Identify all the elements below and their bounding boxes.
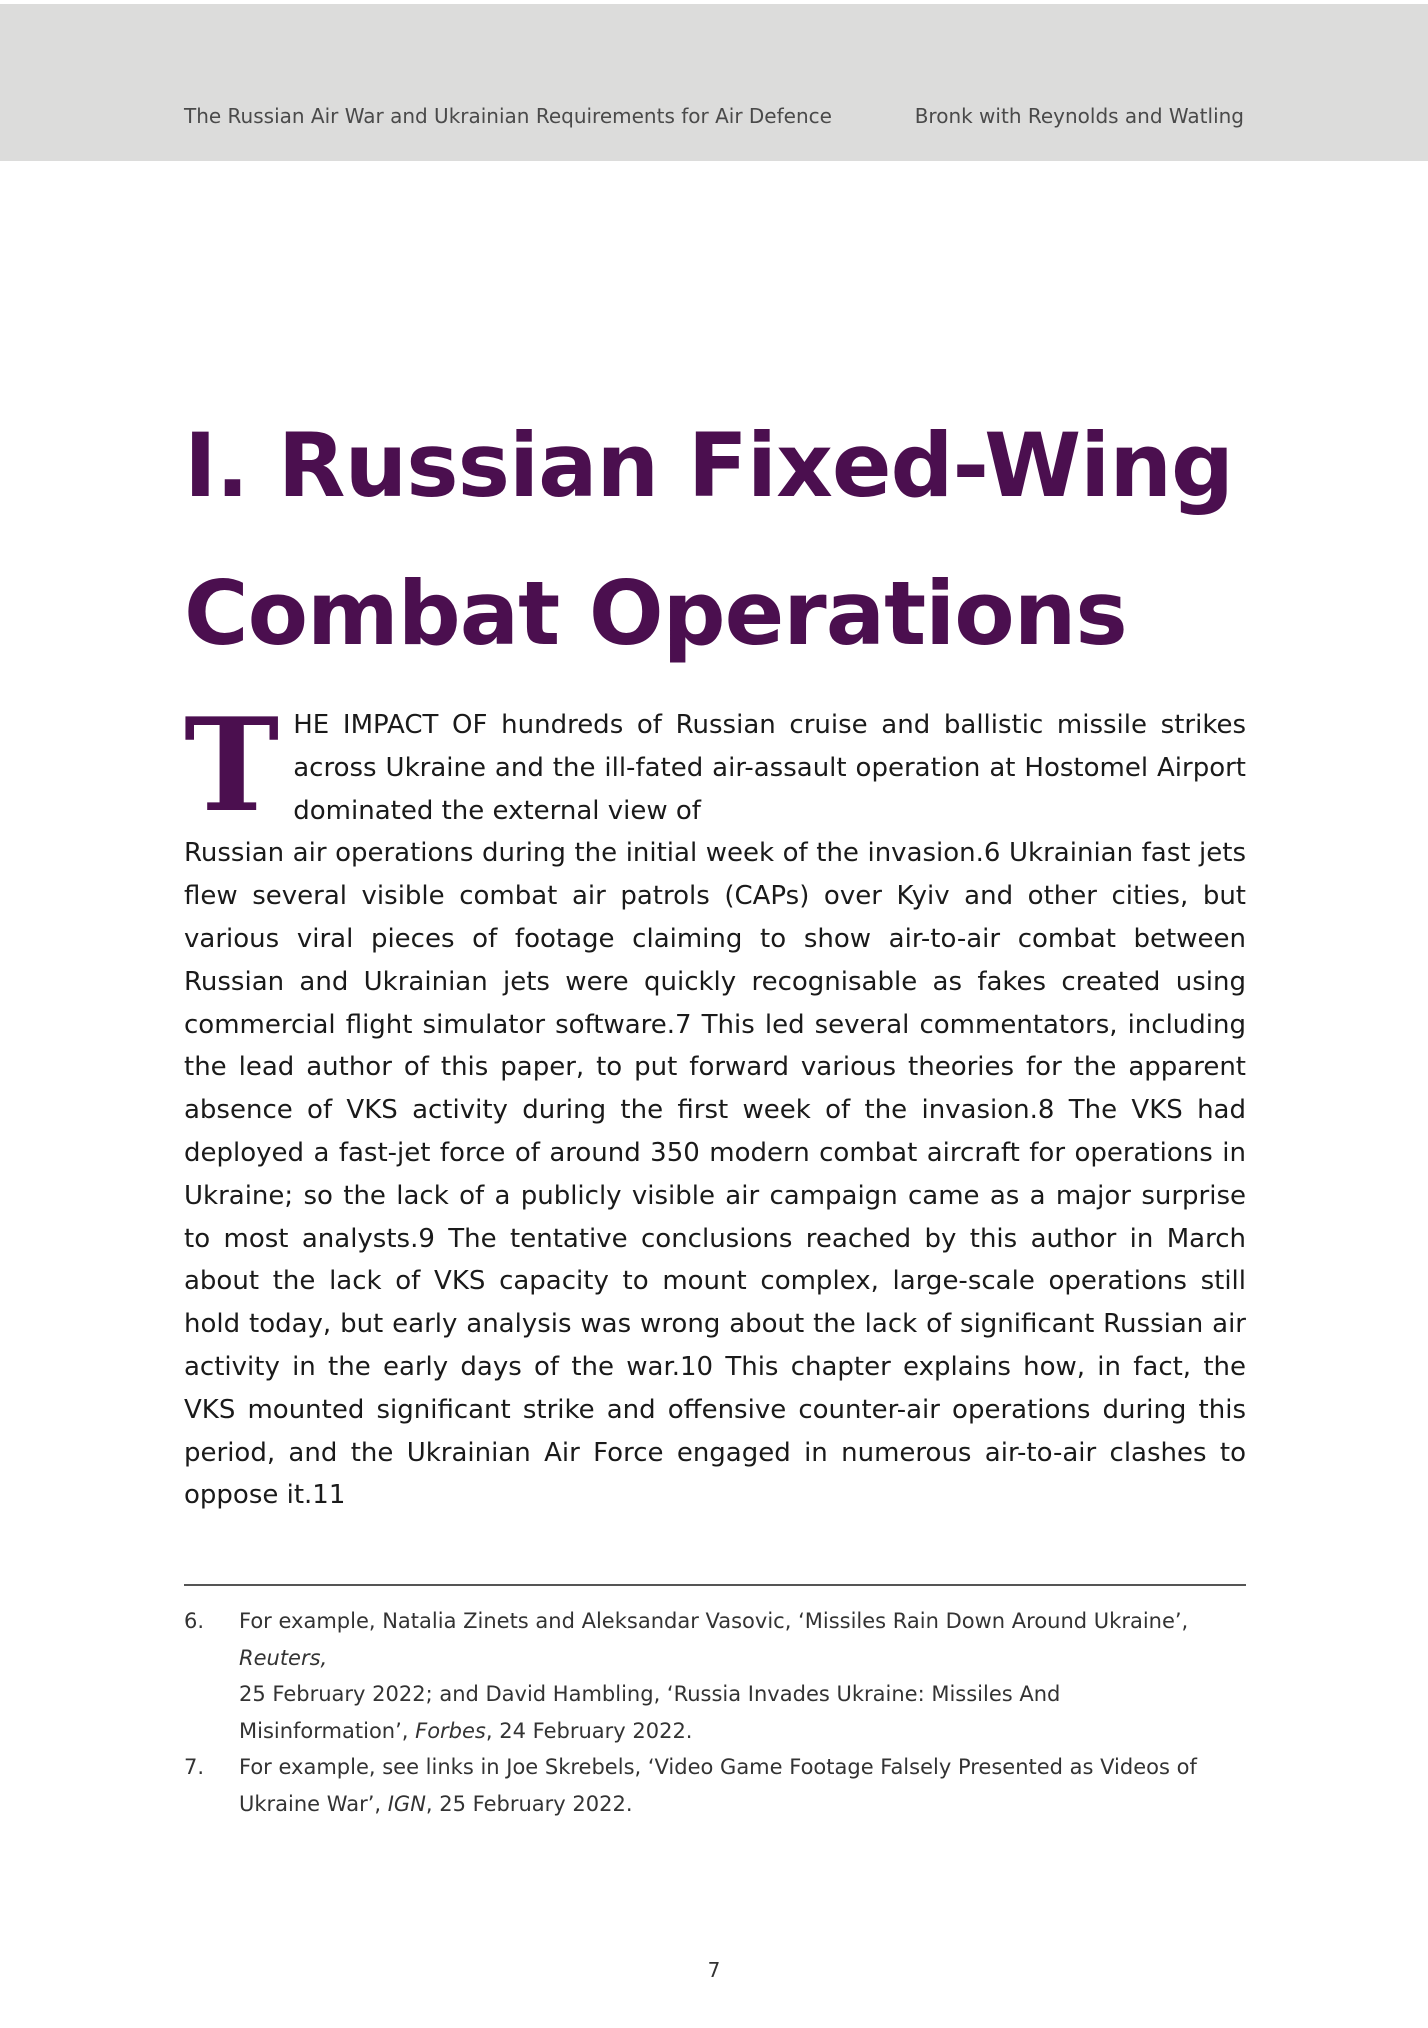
paragraph-continuation: Russian air operations during the initial week of the invasion.6 Ukrainian fast jets flew several visible combat air patrols (CAPs) over Kyiv and other cities, but various viral pieces of footage claiming to show air-to-air combat between Russian and Ukrainian jets were quickly recognisable as fakes created using commercial flight simulator software.7 This led several commentators, including the lead author of this paper, to put forward various theories for the apparent absence of VKS activity during the first week of the invasion.8 The VKS had deployed a fast-jet force of around 350 modern combat aircraft for operations in Ukraine; so the lack of a publicly visible air campaign came as a major surprise to most analysts.9 The tentative conclusions reached by this author in March about the lack of VKS capacity to mount complex, large-scale operations still hold today, but early analysis was wrong about the lack of significant Russian air activity in the early days of the war.10 This chapter explains how, in fact, the VKS mounted significant strike and offensive counter-air operations during this period, and the Ukrainian Air Force engaged in numerous air-to-air clashes to oppose it.11 (184, 838, 1246, 1511)
footnote-text: Misinformation’, Forbes, 24 February 2022. (239, 1718, 693, 1743)
footnote-source-italic: Reuters, (239, 1645, 328, 1670)
footnote-text: Ukraine War’, IGN, 25 February 2022. (239, 1791, 633, 1816)
footnote-number: 6. (184, 1609, 205, 1633)
body-paragraph (184, 691, 1246, 1517)
chapter-title-line-2: Combat Operations (184, 562, 1127, 665)
page-number: 7 (707, 1958, 721, 1982)
drop-cap: T (184, 691, 280, 841)
footnotes (184, 1603, 1246, 1822)
chapter-title-line-1: I. Russian Fixed-Wing (184, 414, 1233, 517)
footnote-6 (184, 1603, 1246, 1749)
footnote-text: 25 February 2022; and David Hambling, ‘Russia Invades Ukraine: Missiles And (239, 1682, 1061, 1706)
footnote-divider (184, 1584, 1246, 1586)
running-header (0, 4, 1428, 161)
chapter-title (184, 392, 1284, 688)
running-header-authors: Bronk with Reynolds and Watling (914, 104, 1244, 128)
running-header-title: The Russian Air War and Ukrainian Requirements for Air Defence (184, 104, 832, 128)
footnote-number: 7. (184, 1755, 205, 1779)
footnote-7 (184, 1749, 1246, 1822)
footnote-text: For example, Natalia Zinets and Aleksandar Vasovic, ‘Missiles Rain Down Around Ukraine’, (239, 1609, 1189, 1633)
paragraph-opening: HE IMPACT OF hundreds of Russian cruise and ballistic missile strikes across Ukraine and the ill-fated air-assault operation at Hostomel Airport dominated the external view of (293, 710, 1246, 826)
footnote-text: For example, see links in Joe Skrebels, ‘Video Game Footage Falsely Presented as Videos of (239, 1755, 1197, 1779)
